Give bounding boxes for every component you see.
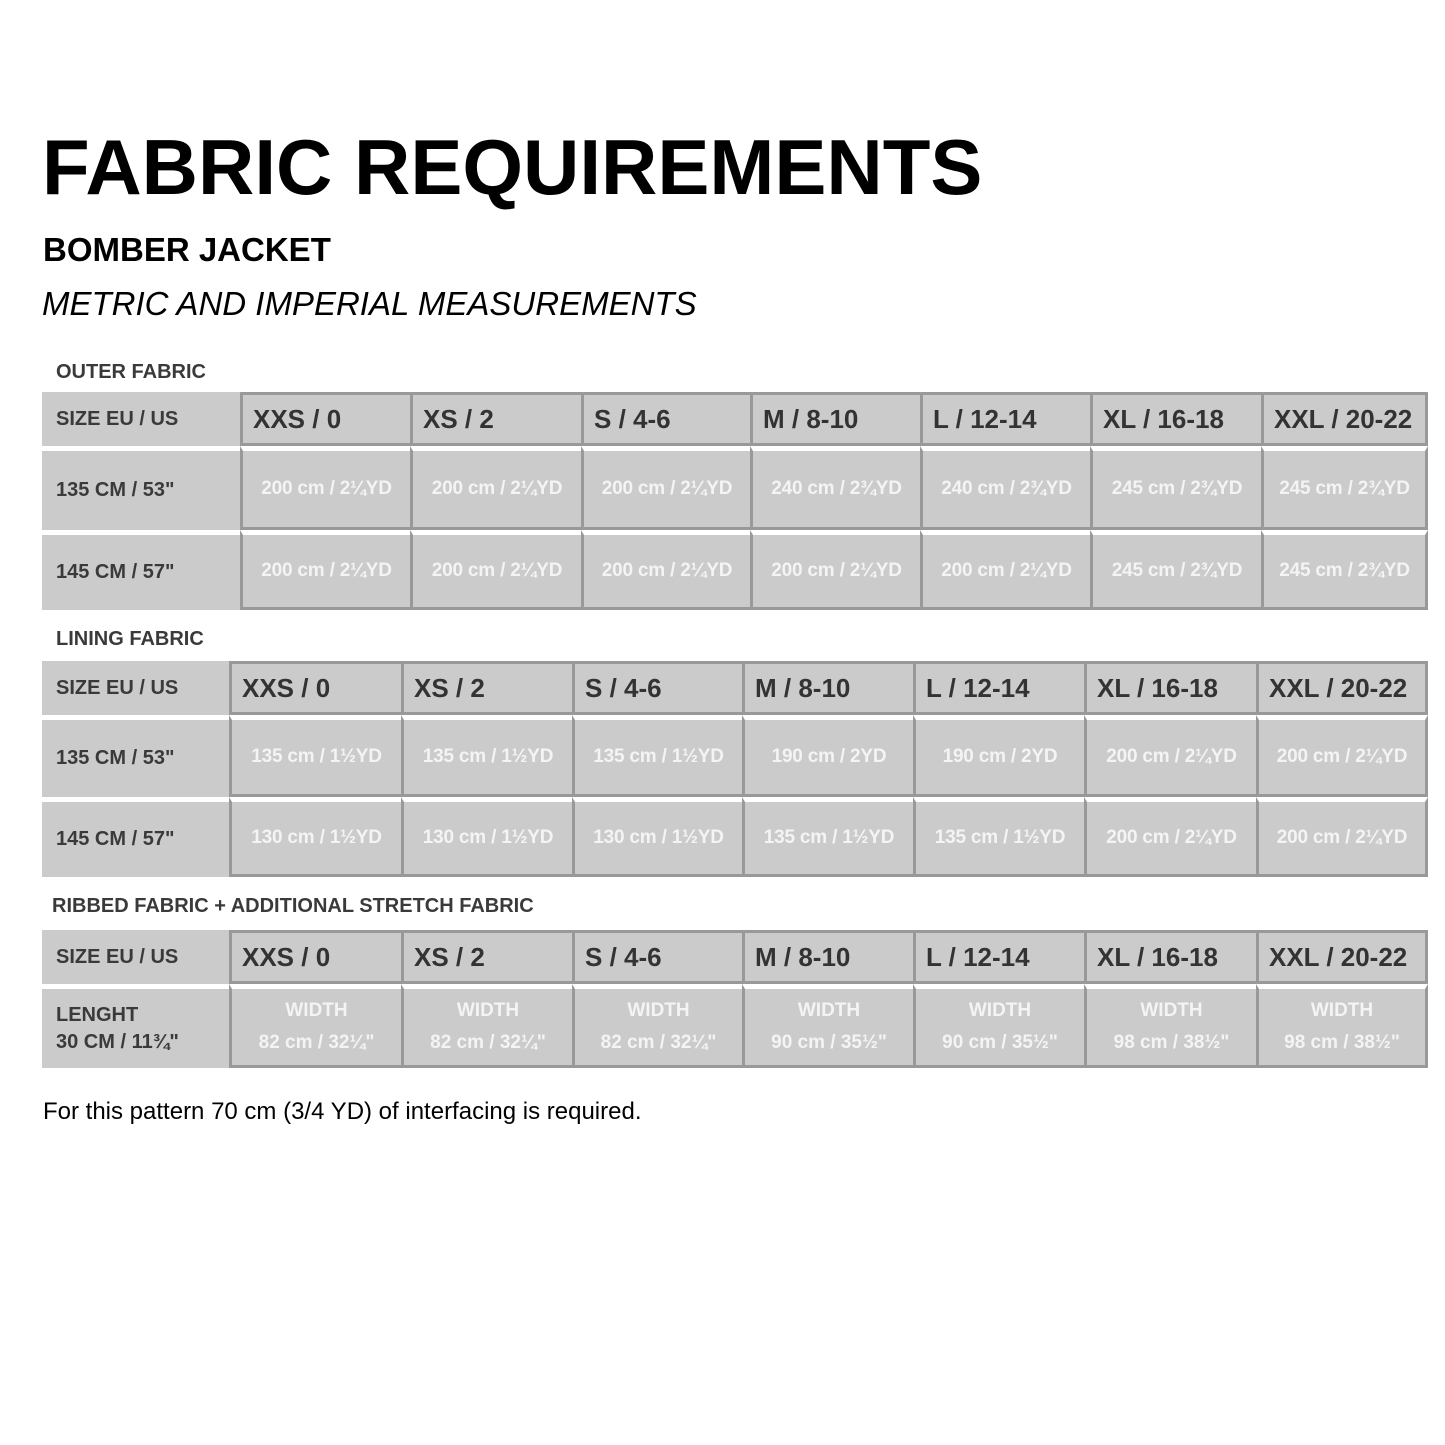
fabric-amount: 200 cm / 2¼YD bbox=[1256, 797, 1428, 877]
size-heading: XXL / 20-22 bbox=[1256, 930, 1428, 984]
size-heading: L / 12-14 bbox=[920, 392, 1090, 446]
fabric-amount: 200 cm / 2¼YD bbox=[240, 446, 410, 530]
fabric-amount: 130 cm / 1½YD bbox=[572, 797, 742, 877]
size-heading: S / 4-6 bbox=[581, 392, 750, 446]
width-label: WIDTH bbox=[797, 1000, 861, 1021]
pattern-name: BOMBER JACKET bbox=[43, 231, 331, 268]
fabric-amount: 135 cm / 1½YD bbox=[229, 715, 401, 797]
fabric-amount: 200 cm / 2¼YD bbox=[750, 530, 920, 610]
fabric-amount: 135 cm / 1½YD bbox=[742, 797, 913, 877]
size-heading: XXL / 20-22 bbox=[1256, 661, 1428, 715]
fabric-amount: 200 cm / 2¼YD bbox=[1256, 715, 1428, 797]
fabric-width-label: 135 CM / 53" bbox=[42, 446, 240, 530]
size-heading: M / 8-10 bbox=[742, 661, 913, 715]
ribbed-size-header-row bbox=[42, 930, 1428, 984]
fabric-width-label: 145 CM / 57" bbox=[42, 530, 240, 610]
width-cell bbox=[572, 984, 742, 1068]
size-heading: L / 12-14 bbox=[913, 661, 1084, 715]
size-heading: XS / 2 bbox=[410, 392, 581, 446]
outer-size-header-row bbox=[42, 392, 1428, 446]
lining-fabric-table bbox=[42, 661, 1428, 877]
width-value: 90 cm / 35½" bbox=[942, 1032, 1058, 1053]
width-label: WIDTH bbox=[285, 1000, 348, 1021]
size-heading: L / 12-14 bbox=[913, 930, 1084, 984]
table-row bbox=[42, 984, 1428, 1068]
fabric-amount: 130 cm / 1½YD bbox=[229, 797, 401, 877]
fabric-amount: 200 cm / 2¼YD bbox=[410, 530, 581, 610]
size-heading: XXL / 20-22 bbox=[1261, 392, 1428, 446]
size-heading: XXS / 0 bbox=[240, 392, 410, 446]
width-label: WIDTH bbox=[456, 1000, 520, 1021]
size-heading: XS / 2 bbox=[401, 930, 572, 984]
size-heading: XL / 16-18 bbox=[1084, 661, 1256, 715]
size-heading: XL / 16-18 bbox=[1084, 930, 1256, 984]
fabric-amount: 135 cm / 1½YD bbox=[913, 797, 1084, 877]
fabric-amount: 200 cm / 2¼YD bbox=[410, 446, 581, 530]
fabric-amount: 190 cm / 2YD bbox=[742, 715, 913, 797]
width-cell bbox=[1084, 984, 1256, 1068]
width-cell bbox=[742, 984, 913, 1068]
width-cell bbox=[913, 984, 1084, 1068]
width-value: 82 cm / 32¼" bbox=[430, 1032, 546, 1053]
size-header-label: SIZE EU / US bbox=[42, 930, 229, 984]
width-label: WIDTH bbox=[627, 1000, 690, 1021]
width-value: 98 cm / 38½" bbox=[1284, 1032, 1400, 1053]
fabric-amount: 245 cm / 2¾YD bbox=[1090, 446, 1261, 530]
fabric-amount: 200 cm / 2¼YD bbox=[240, 530, 410, 610]
fabric-amount: 130 cm / 1½YD bbox=[401, 797, 572, 877]
fabric-amount: 245 cm / 2¾YD bbox=[1261, 530, 1428, 610]
width-value: 90 cm / 35½" bbox=[771, 1032, 887, 1053]
width-cell bbox=[1256, 984, 1428, 1068]
ribbed-fabric-table bbox=[42, 930, 1428, 1068]
lining-fabric-label: LINING FABRIC bbox=[56, 628, 204, 650]
table-row bbox=[42, 530, 1428, 610]
ribbed-fabric-label: RIBBED FABRIC + ADDITIONAL STRETCH FABRIC bbox=[52, 895, 534, 917]
size-heading: XL / 16-18 bbox=[1090, 392, 1261, 446]
lining-size-header-row bbox=[42, 661, 1428, 715]
interfacing-note: For this pattern 70 cm (3/4 YD) of interfacing is required. bbox=[43, 1098, 642, 1125]
fabric-amount: 200 cm / 2¼YD bbox=[1084, 715, 1256, 797]
length-label bbox=[42, 984, 229, 1068]
size-header-label: SIZE EU / US bbox=[42, 661, 229, 715]
fabric-amount: 135 cm / 1½YD bbox=[572, 715, 742, 797]
table-row bbox=[42, 715, 1428, 797]
width-label: WIDTH bbox=[1140, 1000, 1203, 1021]
table-row bbox=[42, 797, 1428, 877]
fabric-width-label: 135 CM / 53" bbox=[42, 715, 229, 797]
size-heading: M / 8-10 bbox=[742, 930, 913, 984]
size-heading: S / 4-6 bbox=[572, 930, 742, 984]
width-cell bbox=[401, 984, 572, 1068]
length-label-line1: LENGHT bbox=[56, 1003, 139, 1026]
page-title: FABRIC REQUIREMENTS bbox=[42, 123, 983, 211]
fabric-amount: 200 cm / 2¼YD bbox=[581, 446, 750, 530]
width-value: 98 cm / 38½" bbox=[1113, 1032, 1230, 1053]
width-cell bbox=[229, 984, 401, 1068]
size-heading: S / 4-6 bbox=[572, 661, 742, 715]
size-heading: M / 8-10 bbox=[750, 392, 920, 446]
width-label: WIDTH bbox=[1310, 1000, 1374, 1021]
fabric-amount: 245 cm / 2¾YD bbox=[1090, 530, 1261, 610]
fabric-amount: 240 cm / 2¾YD bbox=[920, 446, 1090, 530]
fabric-amount: 245 cm / 2¾YD bbox=[1261, 446, 1428, 530]
width-label: WIDTH bbox=[968, 1000, 1032, 1021]
size-heading: XS / 2 bbox=[401, 661, 572, 715]
width-value: 82 cm / 32¼" bbox=[600, 1032, 717, 1053]
fabric-amount: 240 cm / 2¾YD bbox=[750, 446, 920, 530]
fabric-amount: 135 cm / 1½YD bbox=[401, 715, 572, 797]
outer-fabric-label: OUTER FABRIC bbox=[56, 361, 206, 383]
width-value: 82 cm / 32¼" bbox=[258, 1032, 375, 1053]
outer-fabric-table bbox=[42, 392, 1428, 610]
size-heading: XXS / 0 bbox=[229, 930, 401, 984]
size-heading: XXS / 0 bbox=[229, 661, 401, 715]
fabric-amount: 190 cm / 2YD bbox=[913, 715, 1084, 797]
size-header-label: SIZE EU / US bbox=[42, 392, 240, 446]
length-label-line2: 30 CM / 11¾" bbox=[56, 1030, 179, 1053]
units-note: METRIC AND IMPERIAL MEASUREMENTS bbox=[42, 285, 697, 322]
fabric-amount: 200 cm / 2¼YD bbox=[1084, 797, 1256, 877]
fabric-amount: 200 cm / 2¼YD bbox=[581, 530, 750, 610]
fabric-amount: 200 cm / 2¼YD bbox=[920, 530, 1090, 610]
fabric-width-label: 145 CM / 57" bbox=[42, 797, 229, 877]
table-row bbox=[42, 446, 1428, 530]
